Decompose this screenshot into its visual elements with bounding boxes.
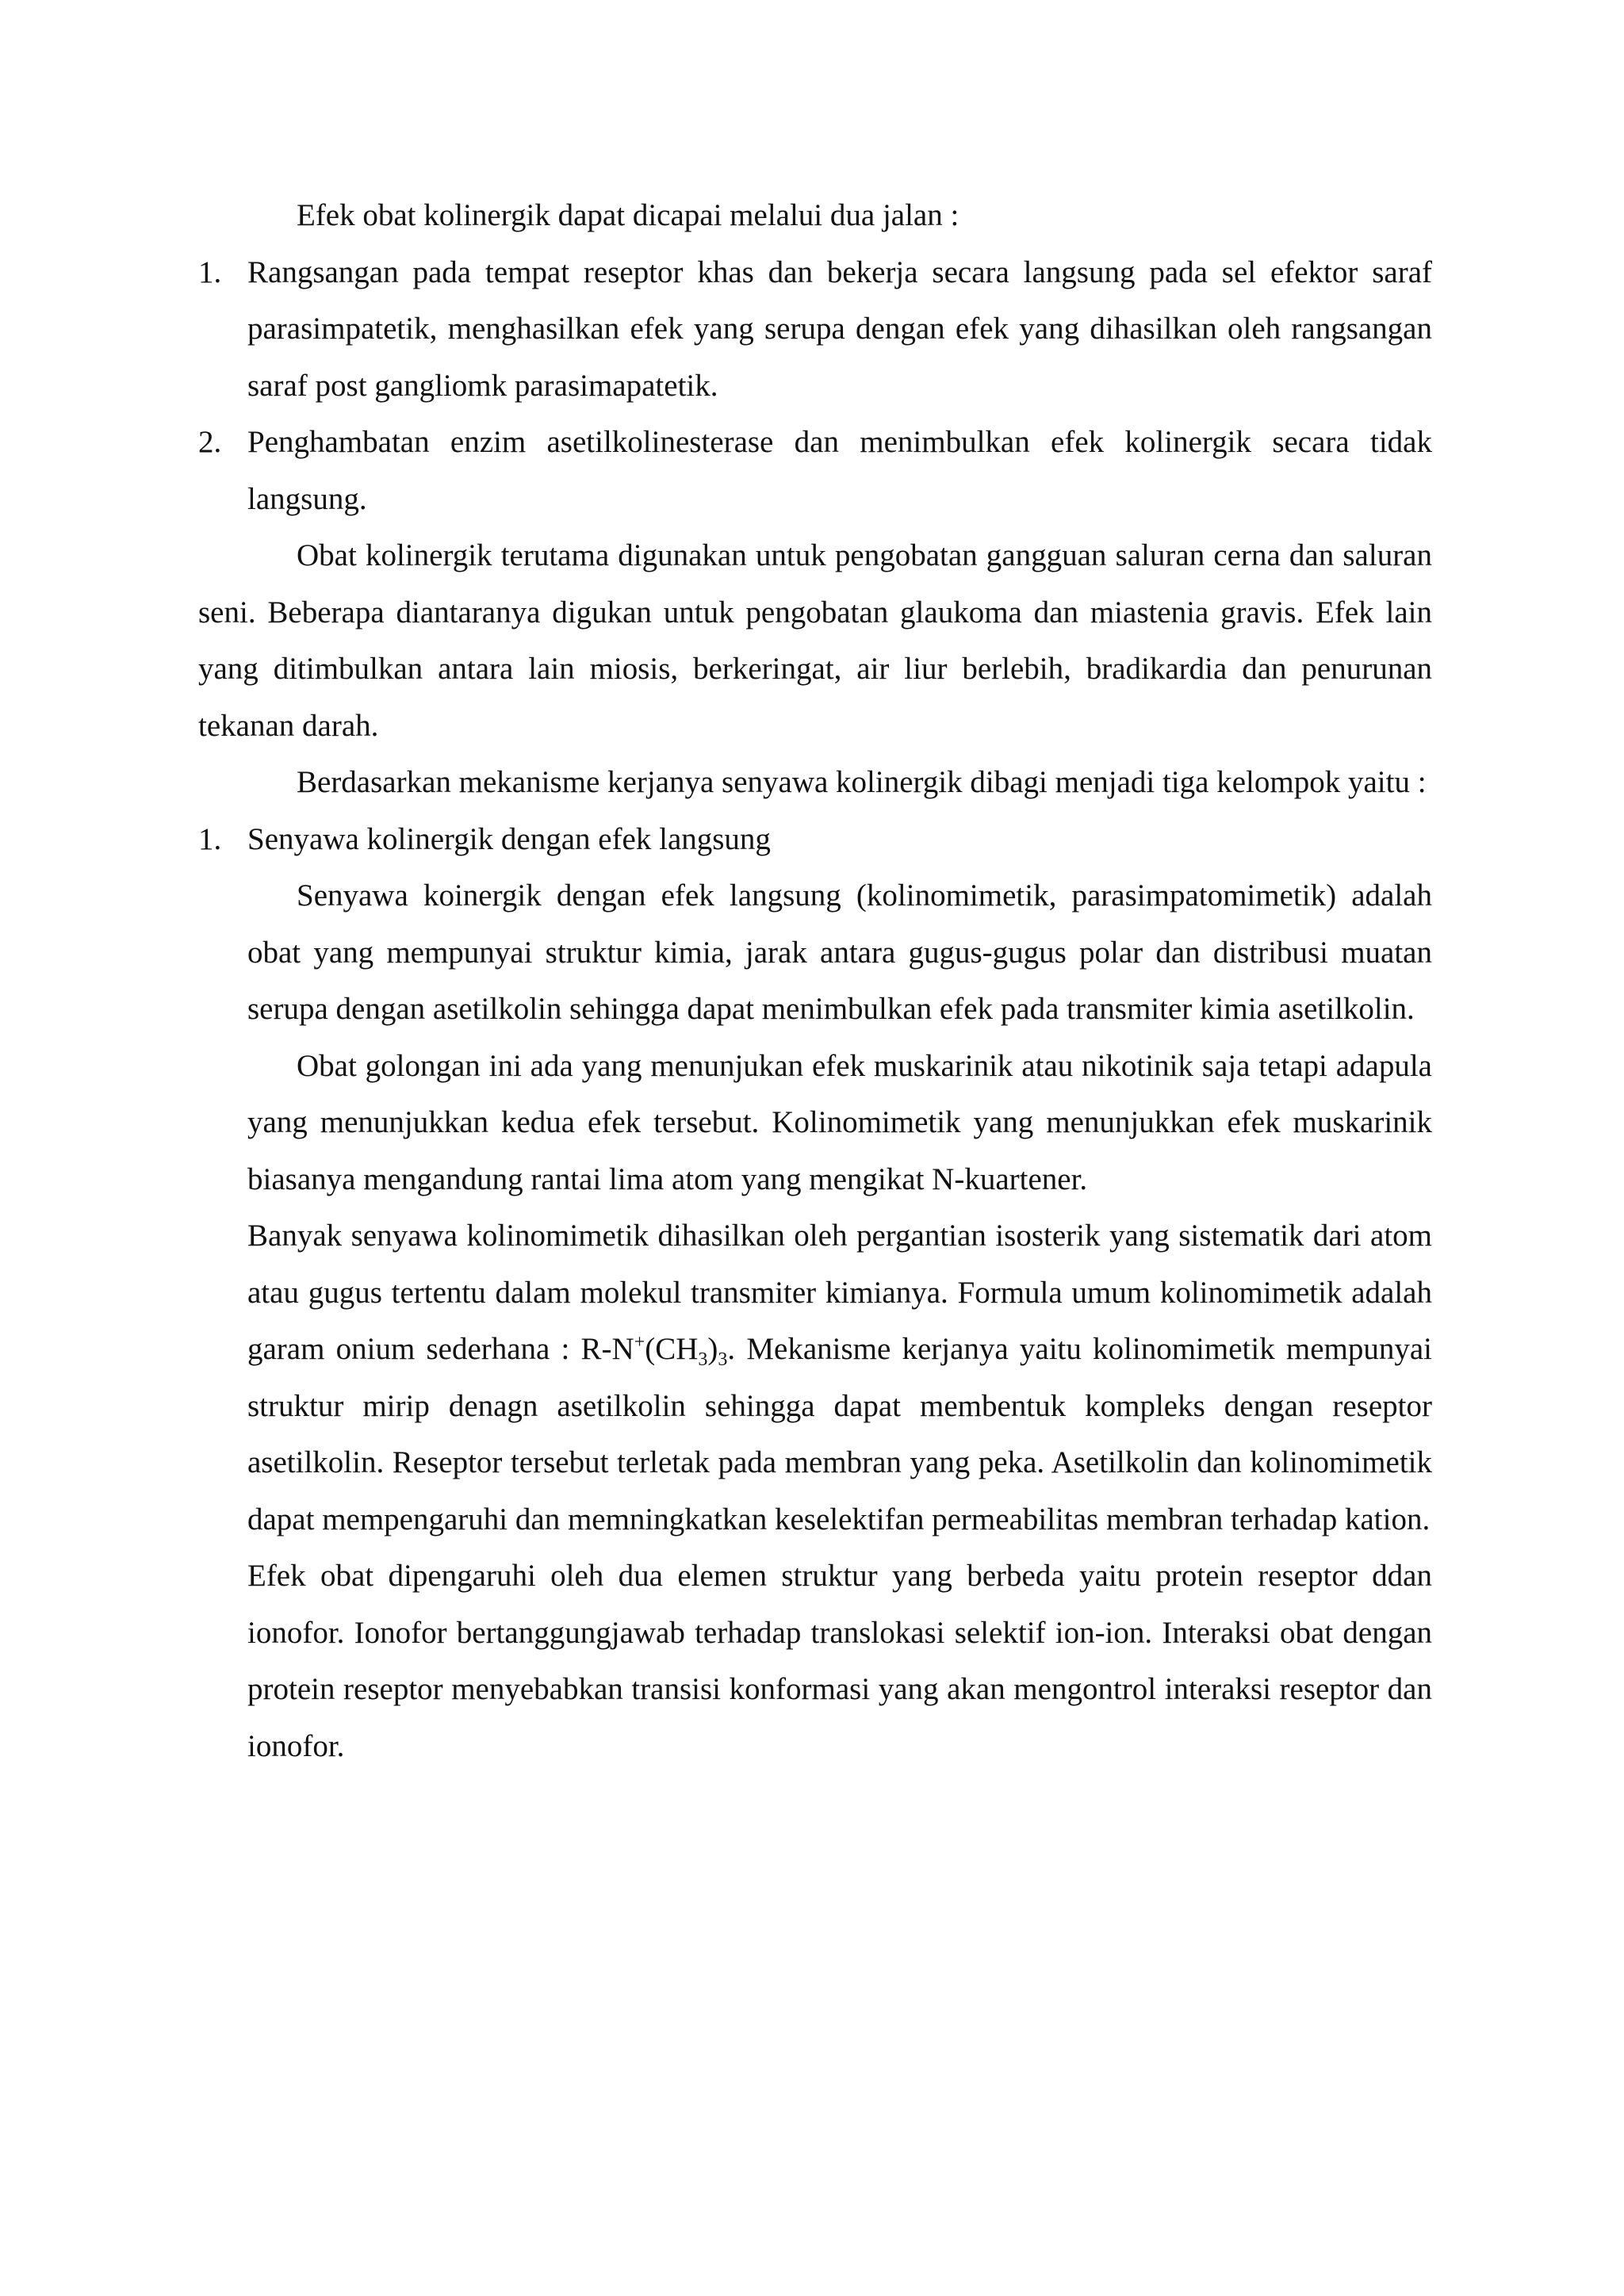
onium-formula-paragraph xyxy=(247,1207,1432,1548)
formula-text-before: Banyak senyawa kolinomimetik dihasilkan oleh pergantian isosterik yang sistematik dari atom atau gugus tertentu dalam molekul transmiter kimianya. Formula umum kolinomimetik adalah garam onium sederhana : R-N xyxy=(247,1219,1432,1366)
list-item-text: Penghambatan enzim asetilkolinesterase dan menimbulkan efek kolinergik secara tidak langsung. xyxy=(247,425,1432,516)
muscarinic-paragraph: Obat golongan ini ada yang menunjukan efek muskarinik atau nikotinik saja tetapi adapula yang menunjukkan kedua efek tersebut. Kolinomimetik yang menunjukkan efek muskarinik biasanya mengandung rantai lima atom yang mengikat N-kuartener. xyxy=(247,1048,1432,1196)
formula-group-open: (CH xyxy=(645,1332,699,1366)
formula-subscript: 3 xyxy=(698,1349,708,1370)
document-page xyxy=(198,187,1432,1774)
list-item xyxy=(198,244,1432,415)
list-item-number: 1. xyxy=(198,821,222,856)
intro-paragraph: Efek obat kolinergik dapat dicapai melalui dua jalan : xyxy=(297,198,959,232)
ionophore-paragraph: Efek obat dipengaruhi oleh dua elemen struktur yang berbeda yaitu protein reseptor ddan ionofor. Ionofor bertanggungjawab terhadap translokasi selektif ion-ion. Interaksi obat dengan protein reseptor menyebabkan transisi konformasi yang akan mengontrol interaksi reseptor dan ionofor. xyxy=(247,1559,1432,1763)
formula-group-close: ) xyxy=(707,1332,718,1366)
list-item-number: 1. xyxy=(198,254,222,289)
usage-paragraph: Obat kolinergik terutama digunakan untuk pengobatan gangguan saluran cerna dan saluran seni. Beberapa diantaranya digukan untuk pengobatan glaukoma dan miastenia gravis. Efek lain yang ditimbulkan antara lain miosis, berkeringat, air liur berlebih, bradikardia dan penurunan tekanan darah. xyxy=(198,538,1432,743)
direct-effect-section xyxy=(198,867,1432,1774)
formula-text-after: . Mekanisme kerjanya yaitu kolinomimetik mempunyai struktur mirip denagn asetilkolin sehingga dapat membentuk kompleks dengan reseptor asetilkolin. Reseptor tersebut terletak pada membran yang peka. Asetilkolin dan kolinomimetik dapat mempengaruhi dan memningkatkan keselektifan permeabilitas membran terhadap kation. xyxy=(247,1332,1432,1536)
list-item-title: Senyawa kolinergik dengan efek langsung xyxy=(247,821,771,856)
formula-charge: + xyxy=(634,1332,645,1353)
list-item-number: 2. xyxy=(198,425,222,459)
mechanism-paragraph: Berdasarkan mekanisme kerjanya senyawa kolinergik dibagi menjadi tiga kelompok yaitu : xyxy=(297,765,1427,799)
cholinergic-groups-list xyxy=(198,811,1432,868)
list-item-text: Rangsangan pada tempat reseptor khas dan bekerja secara langsung pada sel efektor saraf parasimpatetik, menghasilkan efek yang serupa dengan efek yang dihasilkan oleh rangsangan saraf post gangliomk parasimapatetik. xyxy=(247,254,1432,403)
formula-subscript: 3 xyxy=(718,1349,728,1370)
mechanism-pathways-list xyxy=(198,244,1432,528)
direct-effect-definition: Senyawa koinergik dengan efek langsung (kolinomimetik, parasimpatomimetik) adalah obat yang mempunyai struktur kimia, jarak antara gugus-gugus polar dan distribusi muatan serupa dengan asetilkolin sehingga dapat menimbulkan efek pada transmiter kimia asetilkolin. xyxy=(247,878,1432,1026)
list-item xyxy=(198,414,1432,527)
list-item xyxy=(198,811,1432,868)
